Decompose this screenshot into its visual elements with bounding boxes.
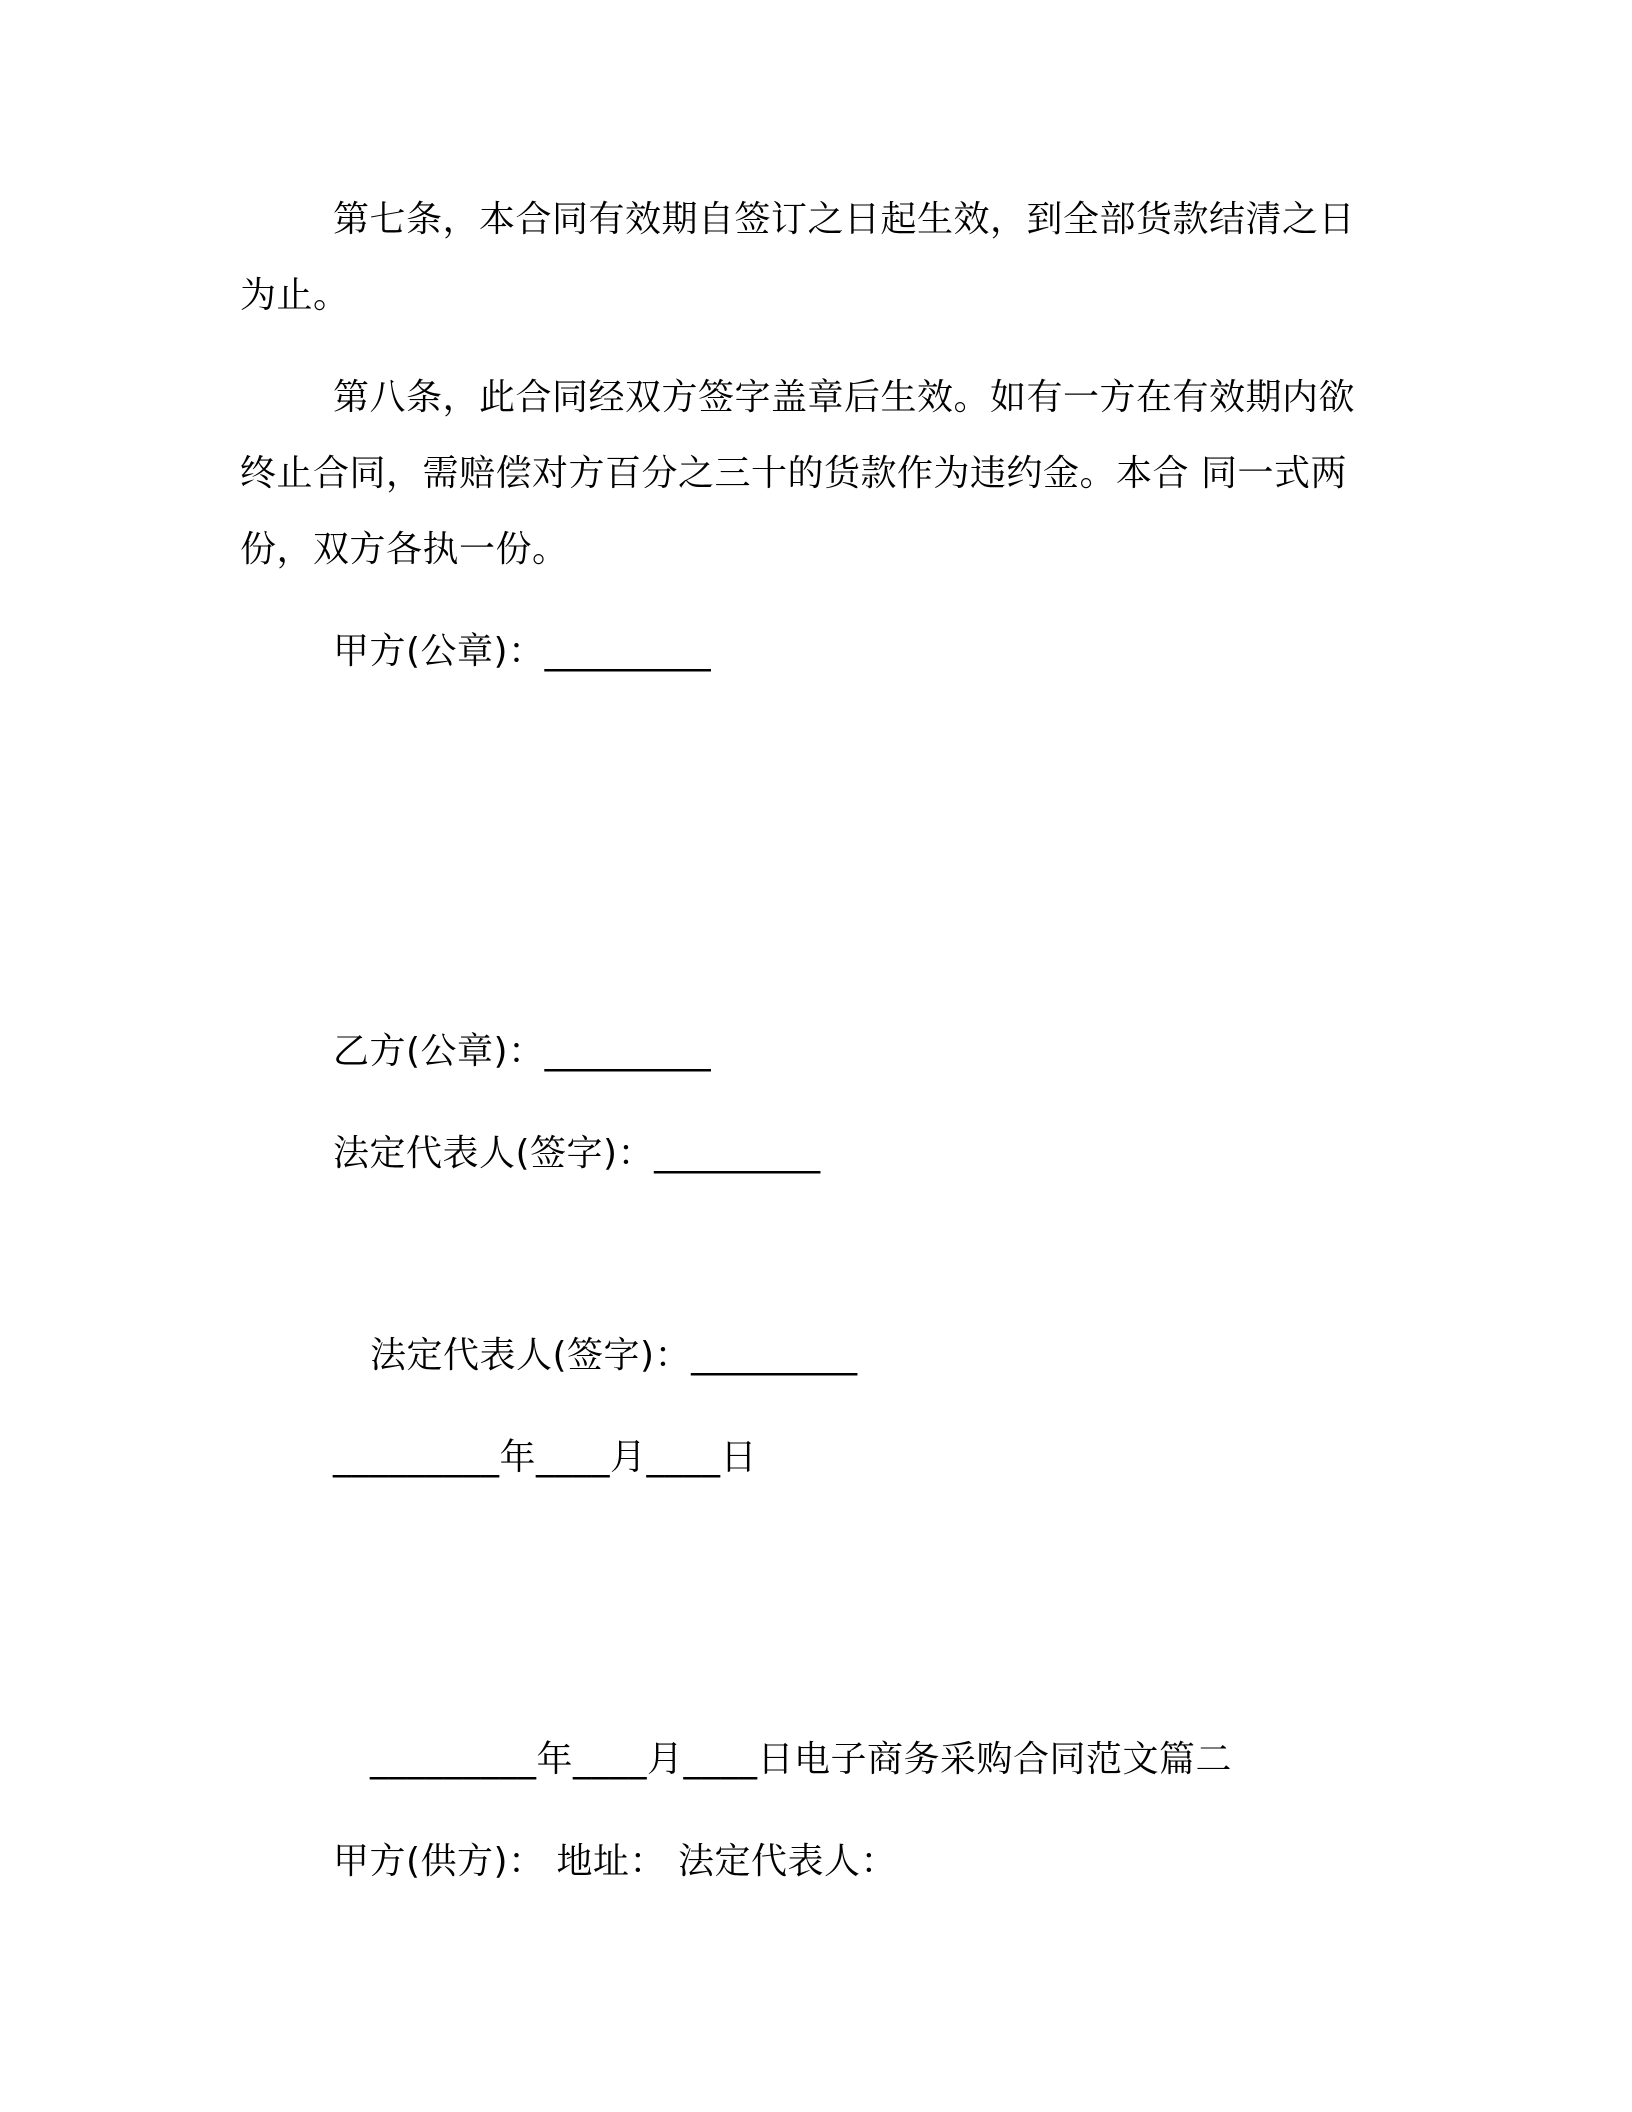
party-b-seal: 乙方(公章)：_________ (333, 1031, 712, 1072)
party-a-seal: 甲方(公章)：_________ (333, 631, 712, 672)
article-8-line-3: 份，双方各执一份。 (240, 529, 569, 570)
party-a-info: 甲方(供方)： 地址： 法定代表人： (333, 1841, 897, 1882)
date-line: _________年____月____日 (333, 1437, 757, 1478)
legal-rep-signature-1: 法定代表人(签字)：_________ (333, 1133, 821, 1174)
article-7-line-1: 第七条，本合同有效期自签订之日起生效，到全部货款结清之日 (333, 199, 1356, 240)
article-7-line-2: 为止。 (240, 275, 350, 316)
legal-rep-signature-2: 法定代表人(签字)：_________ (370, 1335, 858, 1376)
section-heading: _________年____月____日电子商务采购合同范文篇二 (370, 1739, 1233, 1780)
article-8-line-1: 第八条，此合同经双方签字盖章后生效。如有一方在有效期内欲 (333, 377, 1356, 418)
article-8-line-2: 终止合同，需赔偿对方百分之三十的货款作为违约金。本合 同一式两 (240, 453, 1347, 494)
